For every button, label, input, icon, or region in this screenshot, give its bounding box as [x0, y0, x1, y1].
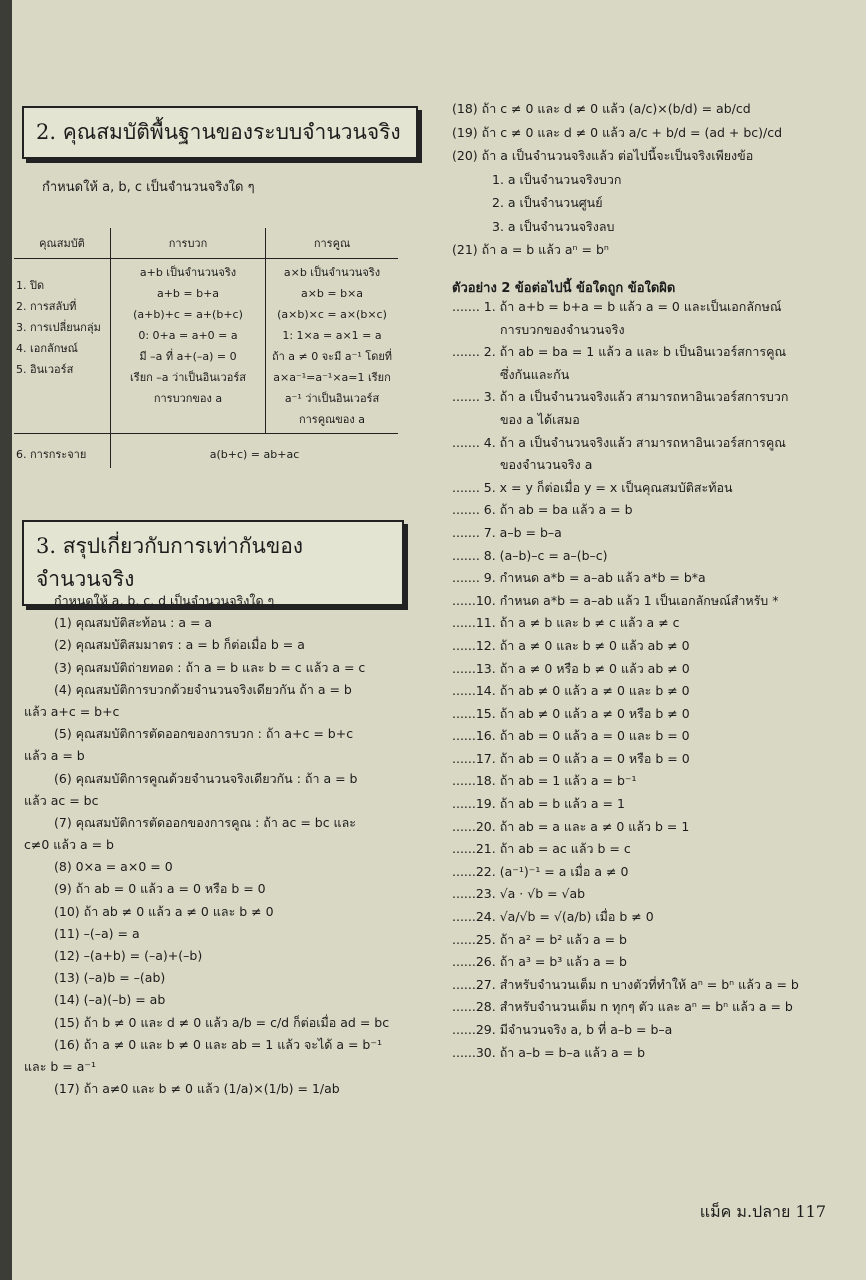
header-multiplication: การคูณ: [266, 228, 399, 259]
list-item: (21) ถ้า a = b แล้ว aⁿ = bⁿ: [452, 242, 609, 257]
example-item: ......13. ถ้า a ≠ 0 หรือ b ≠ 0 แล้ว ab ≠ 0: [452, 660, 690, 676]
example-item: ......23. √a · √b = √ab: [452, 886, 586, 902]
list-item: (9) ถ้า ab = 0 แล้ว a = 0 หรือ b = 0: [54, 881, 266, 897]
distributive-rule: a(b+c) = ab+ac: [111, 434, 399, 469]
example-item: ......19. ถ้า ab = b แล้ว a = 1: [452, 796, 625, 812]
list-item: 1. a เป็นจำนวนจริงบวก: [492, 171, 622, 187]
multiplication-cell: การคูณของ a: [298, 413, 366, 426]
example-item: การบวกของจำนวนจริง: [500, 321, 625, 337]
example-item: ....... 6. ถ้า ab = ba แล้ว a = b: [452, 502, 633, 518]
example-item: ......21. ถ้า ab = ac แล้ว b = c: [452, 841, 631, 857]
addition-cell: มี –a ที่ a+(–a) = 0: [139, 350, 237, 363]
list-item: 2. a เป็นจำนวนศูนย์: [492, 195, 603, 210]
example-item: ....... 1. ถ้า a+b = b+a = b แล้ว a = 0 และเป็นเอกลักษณ์: [452, 299, 782, 314]
example-item: ......17. ถ้า ab = 0 แล้ว a = 0 หรือ b = 0: [452, 750, 690, 766]
list-item: (1) คุณสมบัติสะท้อน : a = a: [54, 615, 213, 631]
section-3-heading: 3. สรุปเกี่ยวกับการเท่ากันของจำนวนจริง: [22, 520, 404, 606]
example-list: [452, 298, 864, 1062]
multiplication-cell: a×a⁻¹=a⁻¹×a=1 เรียก: [273, 371, 391, 384]
list-item: (6) คุณสมบัติการคูณด้วยจำนวนจริงเดียวกัน : ถ้า a = b: [54, 770, 358, 786]
example-item: ......29. มีจำนวนจริง a, b ที่ a–b = b–a: [452, 1022, 673, 1037]
addition-cell: เรียก –a ว่าเป็นอินเวอร์ส: [130, 371, 246, 384]
list-item: 3. a เป็นจำนวนจริงลบ: [492, 218, 615, 234]
page: [12, 0, 866, 1280]
example-title: ตัวอย่าง 2 ข้อต่อไปนี้ ข้อใดถูก ข้อใดผิด: [452, 281, 676, 296]
right-column: [452, 100, 864, 1066]
example-item: ......18. ถ้า ab = 1 แล้ว a = b⁻¹: [452, 773, 637, 789]
addition-cell: a+b เป็นจำนวนจริง: [139, 266, 237, 279]
multiplication-cell: ถ้า a ≠ 0 จะมี a⁻¹ โดยที่: [271, 350, 393, 363]
list-item: (7) คุณสมบัติการตัดออกของการคูณ : ถ้า ac = bc และ: [54, 814, 356, 830]
example-item: ......22. (a⁻¹)⁻¹ = a เมื่อ a ≠ 0: [452, 863, 629, 879]
example-item: ......10. กำหนด a*b = a–ab แล้ว 1 เป็นเอกลักษณ์สำหรับ *: [452, 592, 779, 608]
list-item: (19) ถ้า c ≠ 0 และ d ≠ 0 แล้ว a/c + b/d = (ad + bc)/cd: [452, 124, 783, 140]
header-property: คุณสมบัติ: [14, 228, 111, 259]
example-item: ......24. √a/√b = √(a/b) เมื่อ b ≠ 0: [452, 909, 654, 925]
section-3-list: [24, 592, 424, 1102]
addition-cell: การบวกของ a: [153, 392, 223, 405]
list-item: (16) ถ้า a ≠ 0 และ b ≠ 0 และ ab = 1 แล้ว จะได้ a = b⁻¹: [54, 1036, 382, 1052]
example-item: ......30. ถ้า a–b = b–a แล้ว a = b: [452, 1044, 646, 1060]
properties-table: [14, 228, 398, 468]
list-item: (11) –(–a) = a: [54, 925, 140, 941]
list-item: (15) ถ้า b ≠ 0 และ d ≠ 0 แล้ว a/b = c/d ก็ต่อเมื่อ ad = bc: [54, 1014, 390, 1030]
example-item: ซึ่งกันและกัน: [500, 366, 570, 382]
example-item: ......16. ถ้า ab = 0 แล้ว a = 0 และ b = 0: [452, 728, 690, 744]
addition-cell: a+b = b+a: [156, 287, 220, 300]
section-2-intro: กำหนดให้ a, b, c เป็นจำนวนจริงใด ๆ: [42, 180, 255, 195]
list-item: (5) คุณสมบัติการตัดออกของการบวก : ถ้า a+c = b+c: [54, 726, 354, 742]
example-item: ....... 2. ถ้า ab = ba = 1 แล้ว a และ b เป็นอินเวอร์สการคูณ: [452, 344, 787, 360]
multiplication-cell: a×b เป็นจำนวนจริง: [283, 266, 381, 279]
page-footer: แม็ค ม.ปลาย 117: [699, 1202, 826, 1221]
example-item: ......27. สำหรับจำนวนเต็ม n บางตัวที่ทำให้ aⁿ = bⁿ แล้ว a = b: [452, 976, 799, 992]
property-label: 4. เอกลักษณ์: [16, 342, 78, 355]
example-item: ....... 9. กำหนด a*b = a–ab แล้ว a*b = b*a: [452, 570, 706, 586]
example-item: ......11. ถ้า a ≠ b และ b ≠ c แล้ว a ≠ c: [452, 615, 680, 631]
book-spine: [0, 0, 12, 1280]
addition-cell: 0: 0+a = a+0 = a: [138, 329, 238, 342]
example-item: ......26. ถ้า a³ = b³ แล้ว a = b: [452, 954, 627, 970]
property-label: 1. ปิด: [16, 279, 45, 292]
list-item: (8) 0×a = a×0 = 0: [54, 859, 173, 875]
continued-list: [452, 100, 864, 259]
example-item: ......14. ถ้า ab ≠ 0 แล้ว a ≠ 0 และ b ≠ 0: [452, 683, 690, 699]
list-item: (17) ถ้า a≠0 และ b ≠ 0 แล้ว (1/a)×(1/b) = 1/ab: [54, 1081, 340, 1097]
list-item: แล้ว a+c = b+c: [24, 703, 120, 719]
example-item: ....... 5. x = y ก็ต่อเมื่อ y = x เป็นคุณสมบัติสะท้อน: [452, 479, 733, 495]
list-item: (10) ถ้า ab ≠ 0 แล้ว a ≠ 0 และ b ≠ 0: [54, 903, 274, 919]
list-item: (20) ถ้า a เป็นจำนวนจริงแล้ว ต่อไปนี้จะเป็นจริงเพียงข้อ: [452, 148, 754, 163]
addition-cell: (a+b)+c = a+(b+c): [133, 308, 243, 321]
section-2-heading: 2. คุณสมบัติพื้นฐานของระบบจำนวนจริง: [22, 106, 418, 159]
example-item: ......20. ถ้า ab = a และ a ≠ 0 แล้ว b = 1: [452, 818, 690, 834]
list-item: (2) คุณสมบัติสมมาตร : a = b ก็ต่อเมื่อ b = a: [54, 637, 305, 653]
property-label: 3. การเปลี่ยนกลุ่ม: [16, 321, 101, 334]
list-item: (18) ถ้า c ≠ 0 และ d ≠ 0 แล้ว (a/c)×(b/d) = ab/cd: [452, 101, 751, 116]
example-item: ของจำนวนจริง a: [500, 457, 593, 473]
property-label: 2. การสลับที่: [16, 300, 77, 313]
example-item: ......28. สำหรับจำนวนเต็ม n ทุกๆ ตัว และ aⁿ = bⁿ แล้ว a = b: [452, 999, 793, 1015]
list-item: (12) –(a+b) = (–a)+(–b): [54, 948, 203, 963]
list-item: แล้ว ac = bc: [24, 792, 99, 808]
distributive-label: 6. การกระจาย: [14, 434, 111, 469]
property-label: 5. อินเวอร์ส: [16, 363, 74, 376]
multiplication-cell: (a×b)×c = a×(b×c): [277, 308, 387, 321]
example-item: ....... 8. (a–b)–c = a–(b–c): [452, 547, 608, 563]
example-item: ....... 4. ถ้า a เป็นจำนวนจริงแล้ว สามารถหาอินเวอร์สการคูณ: [452, 434, 786, 450]
example-item: ......15. ถ้า ab ≠ 0 แล้ว a ≠ 0 หรือ b ≠ 0: [452, 705, 690, 721]
list-item: c≠0 แล้ว a = b: [24, 837, 114, 853]
example-item: ....... 3. ถ้า a เป็นจำนวนจริงแล้ว สามารถหาอินเวอร์สการบวก: [452, 389, 789, 405]
multiplication-cell: 1: 1×a = a×1 = a: [282, 329, 382, 342]
example-item: ....... 7. a–b = b–a: [452, 524, 562, 540]
example-item: ......25. ถ้า a² = b² แล้ว a = b: [452, 931, 627, 947]
list-item: (3) คุณสมบัติถ่ายทอด : ถ้า a = b และ b = c แล้ว a = c: [54, 659, 366, 675]
example-item: ของ a ได้เสมอ: [500, 411, 580, 427]
section-3-intro: กำหนดให้ a, b, c, d เป็นจำนวนจริงใด ๆ: [54, 593, 275, 608]
list-item: (4) คุณสมบัติการบวกด้วยจำนวนจริงเดียวกัน ถ้า a = b: [54, 681, 352, 697]
header-addition: การบวก: [111, 228, 266, 259]
example-item: ......12. ถ้า a ≠ 0 และ b ≠ 0 แล้ว ab ≠ 0: [452, 637, 690, 653]
list-item: แล้ว a = b: [24, 748, 85, 764]
multiplication-cell: a×b = b×a: [300, 287, 364, 300]
list-item: (14) (–a)(–b) = ab: [54, 992, 166, 1008]
multiplication-cell: a⁻¹ ว่าเป็นอินเวอร์ส: [284, 392, 380, 405]
list-item: และ b = a⁻¹: [24, 1058, 97, 1074]
list-item: (13) (–a)b = –(ab): [54, 970, 166, 986]
